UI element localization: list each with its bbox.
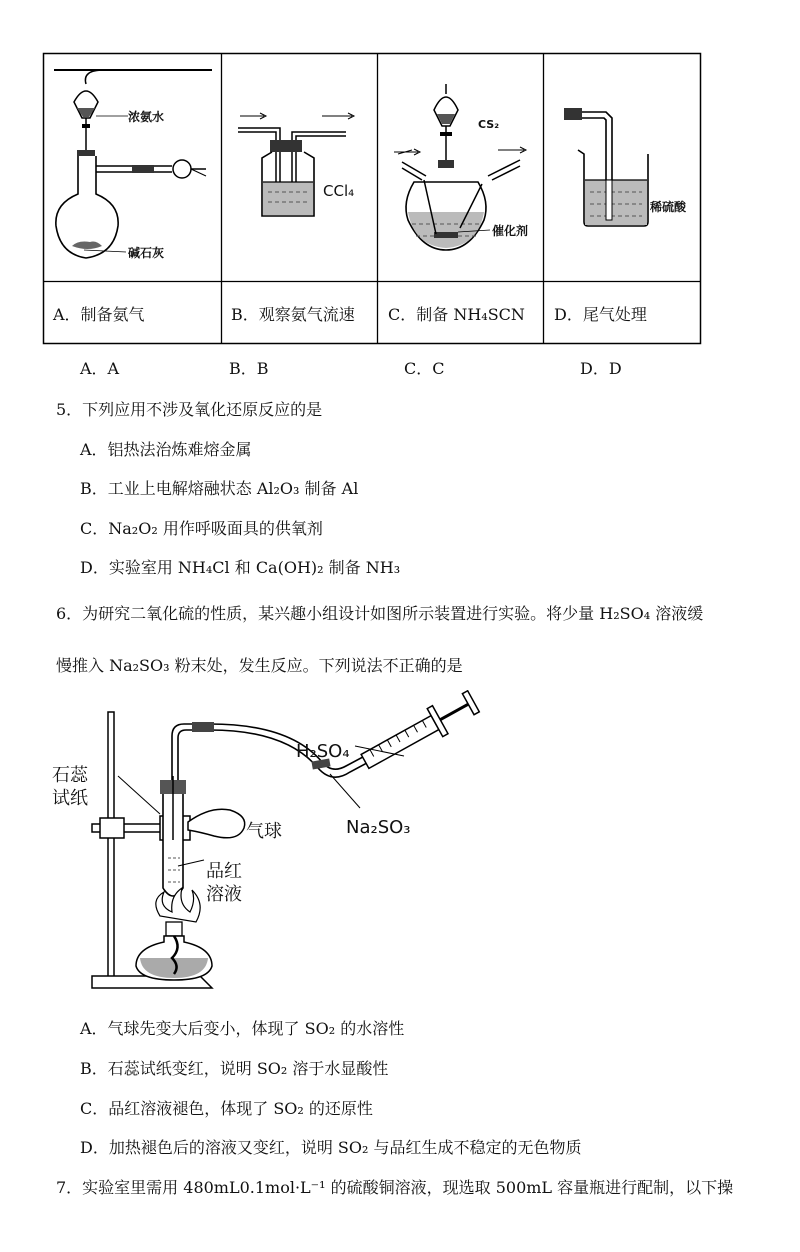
- apparatus-b-drawing: [222, 54, 377, 281]
- apparatus-c-drawing: [378, 54, 543, 281]
- label-pinhong-line1: 品红: [206, 861, 242, 882]
- label-catalyst: 催化剂: [492, 224, 529, 238]
- label-pinhong-line2: 溶液: [206, 884, 242, 905]
- q4-option-b[interactable]: B．B: [229, 359, 269, 378]
- apparatus-d-drawing: [544, 54, 700, 281]
- q6-option-c[interactable]: C．品红溶液褪色，体现了 SO₂ 的还原性: [80, 1099, 373, 1118]
- q6-apparatus-drawing: [0, 690, 520, 1010]
- q5-stem: 5．下列应用不涉及氧化还原反应的是: [56, 400, 323, 419]
- label-na2so3: Na₂SO₃: [346, 817, 411, 838]
- label-litmus-line1: 石蕊: [52, 765, 88, 786]
- label-balloon: 气球: [246, 821, 282, 842]
- q4-option-c[interactable]: C．C: [404, 359, 445, 378]
- q5-option-d[interactable]: D．实验室用 NH₄Cl 和 Ca(OH)₂ 制备 NH₃: [80, 558, 401, 577]
- label-dilute-sulfuric-acid: 稀硫酸: [650, 200, 687, 214]
- q4-option-d[interactable]: D．D: [580, 359, 622, 378]
- q6-stem-line1: 6．为研究二氧化硫的性质，某兴趣小组设计如图所示装置进行实验。将少量 H₂SO₄ 溶液缓: [56, 604, 704, 623]
- label-concentrated-ammonia: 浓氨水: [128, 110, 165, 124]
- q5-option-c[interactable]: C．Na₂O₂ 用作呼吸面具的供氧剂: [80, 519, 323, 538]
- q6-option-d[interactable]: D．加热褪色后的溶液又变红，说明 SO₂ 与品红生成不稳定的无色物质: [80, 1138, 582, 1157]
- label-h2so4: H₂SO₄: [296, 741, 350, 762]
- q6-stem-line2: 慢推入 Na₂SO₃ 粉末处，发生反应。下列说法不正确的是: [56, 656, 463, 675]
- cell-label-a: A．制备氨气: [53, 305, 145, 324]
- q4-option-a[interactable]: A．A: [80, 359, 120, 378]
- label-cs2: CS₂: [478, 118, 500, 131]
- q5-option-a[interactable]: A．铝热法治炼难熔金属: [80, 440, 252, 459]
- q5-option-b[interactable]: B．工业上电解熔融状态 Al₂O₃ 制备 Al: [80, 479, 359, 498]
- q6-option-a[interactable]: A．气球先变大后变小，体现了 SO₂ 的水溶性: [80, 1019, 405, 1038]
- q7-stem: 7．实验室里需用 480mL0.1mol·L⁻¹ 的硫酸铜溶液，现选取 500mL 容量瓶进行配制，以下操: [56, 1178, 734, 1197]
- q6-option-b[interactable]: B．石蕊试纸变红，说明 SO₂ 溶于水显酸性: [80, 1059, 389, 1078]
- label-ccl4: CCl₄: [323, 182, 355, 200]
- cell-label-c: C．制备 NH₄SCN: [388, 305, 525, 324]
- cell-label-b: B．观察氨气流速: [231, 305, 355, 324]
- label-litmus-line2: 试纸: [52, 788, 88, 809]
- label-soda-lime: 碱石灰: [128, 246, 165, 260]
- cell-label-d: D．尾气处理: [554, 305, 647, 324]
